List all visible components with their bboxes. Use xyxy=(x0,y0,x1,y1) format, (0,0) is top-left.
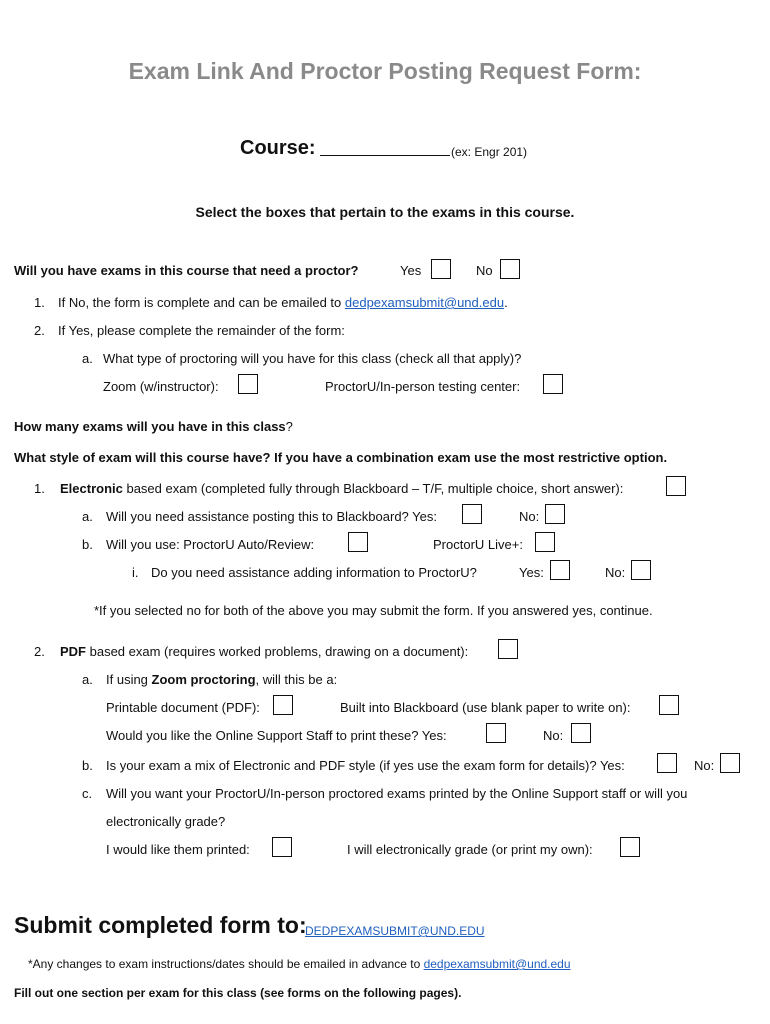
step-2-text: If Yes, please complete the remainder of the form: xyxy=(58,323,345,338)
step-1-suffix: . xyxy=(504,295,508,310)
step-2-number: 2. xyxy=(34,323,45,338)
zoom-checkbox[interactable] xyxy=(238,374,258,394)
changes-prefix: *Any changes to exam instructions/dates should be emailed in advance to xyxy=(28,957,424,971)
changes-note xyxy=(28,957,571,971)
printable-pdf-checkbox[interactable] xyxy=(273,695,293,715)
mix-style-question: Is your exam a mix of Electronic and PDF style (if yes use the exam form for details)? Yes: xyxy=(106,758,625,773)
proctoru-live-label: ProctorU Live+: xyxy=(433,537,523,552)
electronic-b-letter: b. xyxy=(82,537,93,552)
pdf-b-letter: b. xyxy=(82,758,93,773)
submit-note: *If you selected no for both of the above you may submit the form. If you answered yes, continue. xyxy=(94,603,653,618)
step-1-prefix: If No, the form is complete and can be emailed to xyxy=(58,295,345,310)
mix-style-yes-checkbox[interactable] xyxy=(657,753,677,773)
zoom-label: Zoom (w/instructor): xyxy=(103,379,219,394)
blackboard-assist-no-label: No: xyxy=(519,509,540,524)
zoom-proctoring-bold: Zoom proctoring xyxy=(151,672,256,687)
step-a-letter: a. xyxy=(82,351,93,366)
printing-question-line2: electronically grade? xyxy=(106,814,226,829)
print-yes-checkbox[interactable] xyxy=(486,723,506,743)
printing-question-line1: Will you want your ProctorU/In-person proctored exams printed by the Online Support staff or will you xyxy=(106,786,688,801)
printed-checkbox[interactable] xyxy=(272,837,292,857)
mix-style-no-label: No: xyxy=(694,758,715,773)
printable-pdf-label: Printable document (PDF): xyxy=(106,700,260,715)
submit-email-link[interactable]: DEDPEXAMSUBMIT@UND.EDU xyxy=(305,924,485,938)
step-1-number: 1. xyxy=(34,295,45,310)
proctor-no-checkbox[interactable] xyxy=(500,259,520,279)
how-many-text: How many exams will you have in this class xyxy=(14,419,286,434)
proctor-question: Will you have exams in this course that need a proctor? xyxy=(14,263,359,278)
proctoru-live-checkbox[interactable] xyxy=(535,532,555,552)
print-question: Would you like the Online Support Staff to print these? Yes: xyxy=(106,728,447,743)
electronic-text xyxy=(60,481,623,496)
proctoru-assist-question: Do you need assistance adding information to ProctorU? xyxy=(151,565,477,580)
exam-style-question: What style of exam will this course have? If you have a combination exam use the most restrictive option. xyxy=(14,450,668,465)
submit-heading: Submit completed form to: xyxy=(14,912,307,938)
footer-instruction: Fill out one section per exam for this class (see forms on the following pages). xyxy=(14,986,462,1000)
proctoru-auto-checkbox[interactable] xyxy=(348,532,368,552)
proctor-no-label: No xyxy=(476,263,493,278)
course-example: (ex: Engr 201) xyxy=(451,145,528,159)
pdf-text xyxy=(60,644,468,659)
built-in-blackboard-checkbox[interactable] xyxy=(659,695,679,715)
zoom-proctoring-pre: If using xyxy=(106,672,152,687)
step-1-text xyxy=(58,295,508,310)
electronic-i-numeral: i. xyxy=(132,565,139,580)
pdf-checkbox[interactable] xyxy=(498,639,518,659)
electronic-a-letter: a. xyxy=(82,509,93,524)
course-label: Course: xyxy=(240,137,316,159)
mix-style-no-checkbox[interactable] xyxy=(720,753,740,773)
pdf-c-letter: c. xyxy=(82,786,93,801)
step-1-email-link[interactable]: dedpexamsubmit@und.edu xyxy=(344,295,505,310)
proctoru-checkbox[interactable] xyxy=(543,374,563,394)
built-in-blackboard-label: Built into Blackboard (use blank paper to write on): xyxy=(340,700,631,715)
proctoru-label: ProctorU/In-person testing center: xyxy=(325,379,521,394)
blackboard-assist-question: Will you need assistance posting this to Blackboard? Yes: xyxy=(106,509,437,524)
print-no-label: No: xyxy=(543,728,564,743)
pdf-bold: PDF xyxy=(60,644,86,659)
changes-email-link[interactable]: dedpexamsubmit@und.edu xyxy=(423,957,571,971)
electronic-checkbox[interactable] xyxy=(666,476,686,496)
print-no-checkbox[interactable] xyxy=(571,723,591,743)
form-title: Exam Link And Proctor Posting Request Form: xyxy=(128,58,642,84)
proctoru-assist-no-checkbox[interactable] xyxy=(631,560,651,580)
blackboard-assist-no-checkbox[interactable] xyxy=(545,504,565,524)
electronic-bold: Electronic xyxy=(60,481,123,496)
proctoru-assist-no-label: No: xyxy=(605,565,626,580)
electronic-number: 1. xyxy=(34,481,45,496)
proctor-yes-label: Yes xyxy=(400,263,422,278)
zoom-proctoring-post: , will this be a: xyxy=(255,672,338,687)
pdf-a-letter: a. xyxy=(82,672,93,687)
proctor-yes-checkbox[interactable] xyxy=(431,259,451,279)
self-grade-checkbox[interactable] xyxy=(620,837,640,857)
course-input-line[interactable] xyxy=(320,155,450,156)
how-many-mark: ? xyxy=(285,419,293,434)
pdf-rest: based exam (requires worked problems, drawing on a document): xyxy=(86,644,469,659)
proctoru-assist-yes-label: Yes: xyxy=(519,565,544,580)
zoom-proctoring-question xyxy=(106,672,337,687)
select-instruction: Select the boxes that pertain to the exams in this course. xyxy=(195,204,575,220)
proctoru-assist-yes-checkbox[interactable] xyxy=(550,560,570,580)
printed-label: I would like them printed: xyxy=(106,842,250,857)
blackboard-assist-yes-checkbox[interactable] xyxy=(462,504,482,524)
how-many-question xyxy=(14,419,293,434)
pdf-number: 2. xyxy=(34,644,45,659)
step-a-text: What type of proctoring will you have for this class (check all that apply)? xyxy=(103,351,522,366)
self-grade-label: I will electronically grade (or print my own): xyxy=(347,842,593,857)
proctoru-auto-label: Will you use: ProctorU Auto/Review: xyxy=(106,537,315,552)
electronic-rest: based exam (completed fully through Blackboard – T/F, multiple choice, short answer): xyxy=(122,481,624,496)
